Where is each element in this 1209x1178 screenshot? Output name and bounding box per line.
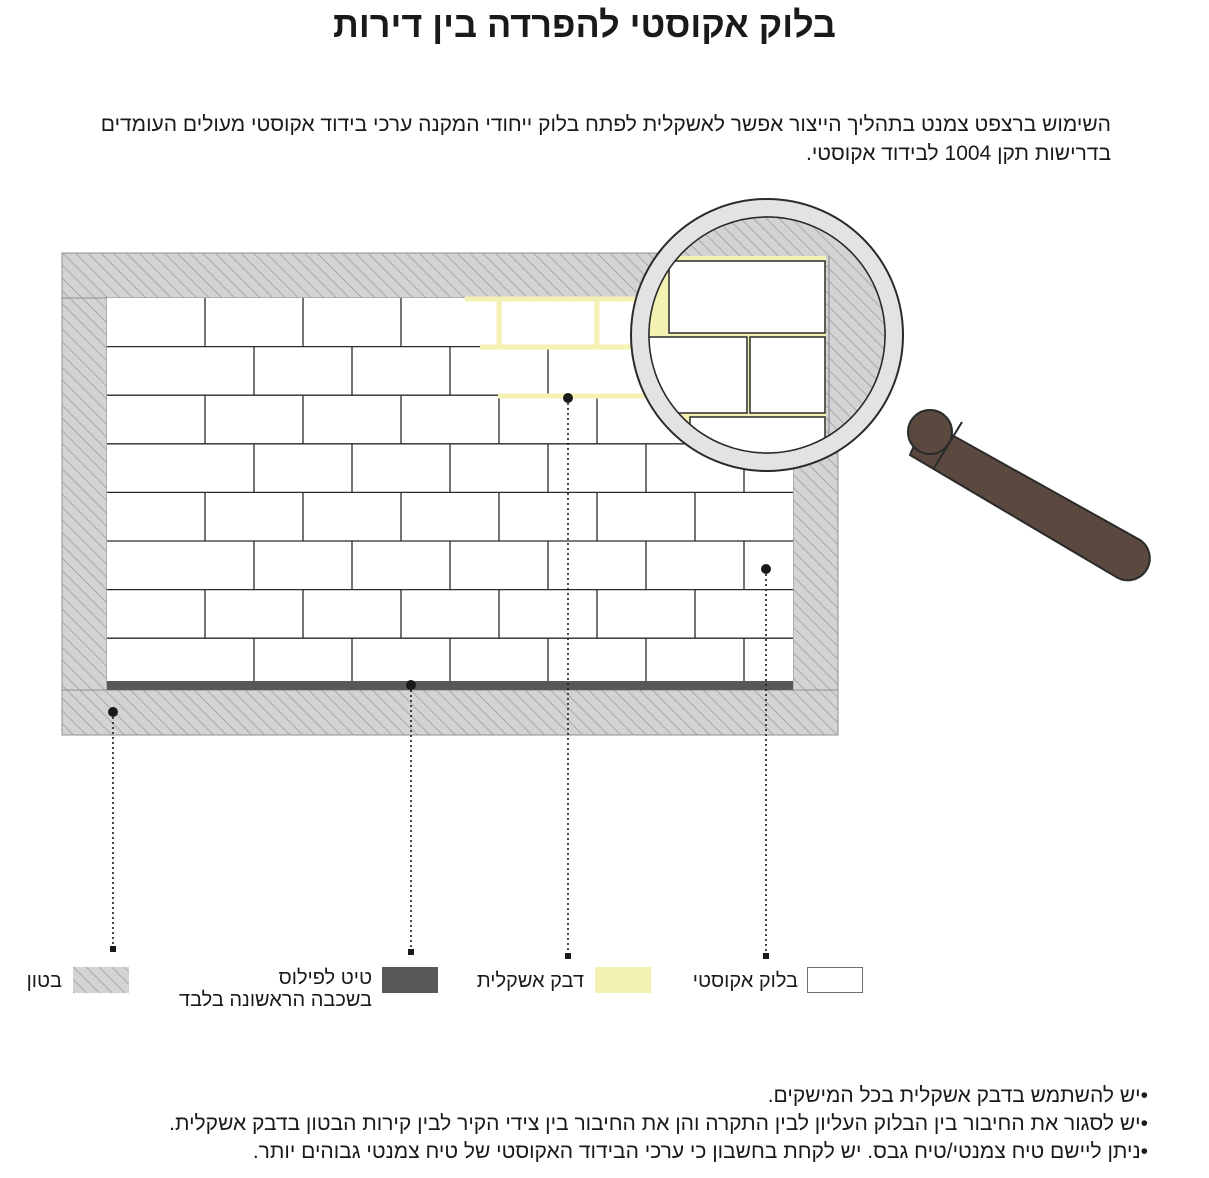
- note-item: • ניתן ליישם טיח צמנטי/טיח גבס. יש לקחת בחשבון כי ערכי הבידוד האקוסטי של טיח צמנטי גבוהים יותר.: [20, 1138, 1148, 1166]
- legend-swatch-mortar: [382, 967, 438, 993]
- legend-swatch-concrete: [73, 967, 129, 993]
- wall-section-diagram: [0, 180, 1209, 1010]
- legend-label-mortar-line2: בשכבה הראשונה בלבד: [179, 989, 372, 1011]
- legend-label-concrete: בטון: [26, 970, 62, 992]
- intro-text: השימוש ברצפט צמנט בתהליך הייצור אפשר לאשקלית לפתח בלוק ייחודי המקנה ערכי בידוד אקוסטי מעולים העומדים בדרישות תקן 1004 לבידוד אקוסטי.: [100, 113, 1111, 165]
- legend-swatch-acoustic-block: [807, 967, 863, 993]
- leveling-mortar-strip: [107, 681, 793, 690]
- legend-label-acoustic-block: בלוק אקוסטי: [692, 970, 798, 992]
- notes-list: [20, 1082, 1148, 1166]
- legend-swatch-adhesive: [595, 967, 651, 993]
- page-title: בלוק אקוסטי להפרדה בין דירות: [333, 4, 836, 45]
- note-item: • יש לסגור את החיבור בין הבלוק העליון לבין התקרה והן את החיבור בין צידי הקיר לבין קירות הבטון בדבק אשקלית.: [20, 1110, 1148, 1138]
- legend-label-mortar-line1: טיט לפילוס: [278, 967, 372, 989]
- note-item: • יש להשתמש בדבק אשקלית בכל המישקים.: [20, 1082, 1148, 1110]
- legend-label-adhesive: דבק אשקלית: [476, 970, 584, 992]
